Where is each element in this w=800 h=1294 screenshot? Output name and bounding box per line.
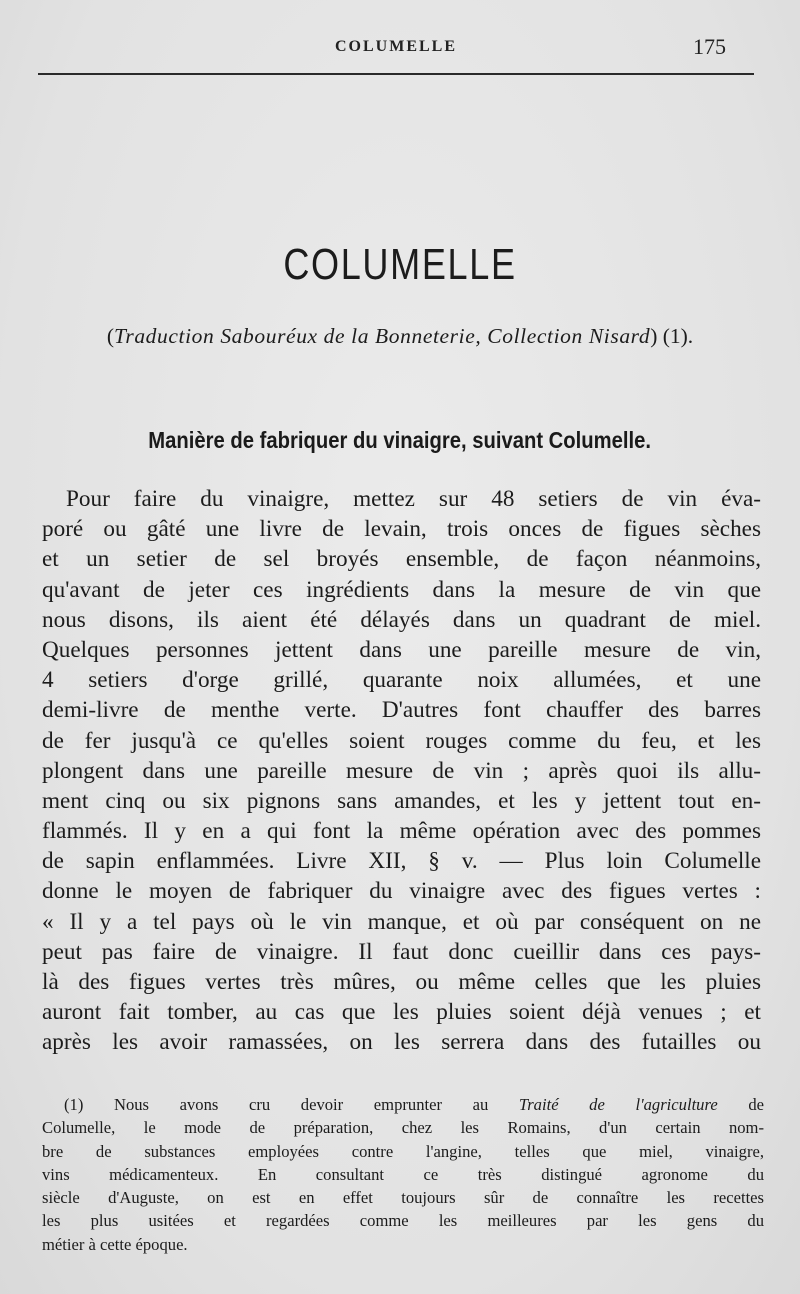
body-line: plongent dans une pareille mesure de vin ; après quoi ils allu-	[42, 757, 761, 784]
header-rule	[38, 73, 754, 75]
body-line: « Il y a tel pays où le vin manque, et où par conséquent on ne	[42, 908, 761, 935]
footnote-line: vins médicamenteux. En consultant ce très distingué agronome du	[42, 1164, 764, 1184]
body-line: là des figues vertes très mûres, ou même celles que les pluies	[42, 969, 761, 995]
body-line: auront fait tomber, au cas que les pluies soient déjà venues ; et	[42, 999, 761, 1026]
running-head	[40, 34, 752, 64]
chapter-subtitle	[40, 324, 760, 349]
footnote-line	[42, 1093, 764, 1116]
footnote-line: métier à cette époque.	[42, 1234, 188, 1254]
body-line: poré ou gâté une livre de levain, trois onces de figues sèches	[42, 516, 761, 543]
footnote-line1-end: de	[748, 1095, 764, 1114]
body-line: 4 setiers d'orge grillé, quarante noix allumées, et une	[42, 667, 761, 694]
body-line: et un setier de sel broyés ensemble, de façon néanmoins,	[42, 546, 761, 573]
body-line: après les avoir ramassées, on les serrera dans des futailles ou	[42, 1029, 761, 1056]
body-line: qu'avant de jeter ces ingrédients dans la mesure de vin que	[42, 576, 761, 603]
footnote-line: bre de substances employées contre l'angine, telles que miel, vinaigre,	[42, 1141, 764, 1161]
body-line: flammés. Il y en a qui font la même opération avec des pommes	[42, 818, 761, 845]
subtitle-source: Traduction Sabouréux de la Bonneterie, Collection Nisard	[113, 324, 651, 348]
chapter-title: COLUMELLE	[283, 240, 517, 289]
body-line: nous disons, ils aient été délayés dans un quadrant de miel.	[42, 606, 761, 633]
footnote-cited-work: Traité de l'agriculture	[518, 1095, 718, 1114]
body-line: de fer jusqu'à ce qu'elles soient rouges comme du feu, et les	[42, 727, 761, 754]
subtitle-open-paren: (	[106, 324, 114, 348]
body-line: peut pas faire de vinaigre. Il faut donc cueillir dans ces pays-	[42, 938, 761, 965]
subtitle-footnote-ref: ) (1).	[650, 324, 694, 348]
footnote-marker-text: (1) Nous avons cru devoir emprunter au	[64, 1095, 489, 1114]
body-line: donne le moyen de fabriquer du vinaigre avec des figues vertes :	[42, 878, 761, 905]
footnote-line: les plus usitées et regardées comme les meilleures par les gens du	[42, 1211, 764, 1231]
body-line: Quelques personnes jettent dans une pareille mesure de vin,	[42, 636, 761, 663]
section-heading	[0, 427, 800, 454]
footnote	[42, 1093, 764, 1256]
running-head-title: COLUMELLE	[334, 38, 457, 55]
footnote-line: siècle d'Auguste, on est en effet toujours sûr de connaître les recettes	[42, 1188, 764, 1208]
section-heading-text: Manière de fabriquer du vinaigre, suivant Columelle.	[148, 427, 652, 453]
body-line: demi-livre de menthe verte. D'autres font chauffer des barres	[42, 697, 761, 724]
body-line: de sapin enflammées. Livre XII, § v. — Plus loin Columelle	[42, 848, 761, 875]
body-line: ment cinq ou six pignons sans amandes, et les y jettent tout en-	[42, 787, 761, 814]
page-number: 175	[693, 34, 726, 59]
body-text	[42, 484, 761, 1058]
footnote-line: Columelle, le mode de préparation, chez les Romains, d'un certain nom-	[42, 1118, 764, 1138]
body-line: Pour faire du vinaigre, mettez sur 48 setiers de vin éva-	[66, 486, 761, 512]
